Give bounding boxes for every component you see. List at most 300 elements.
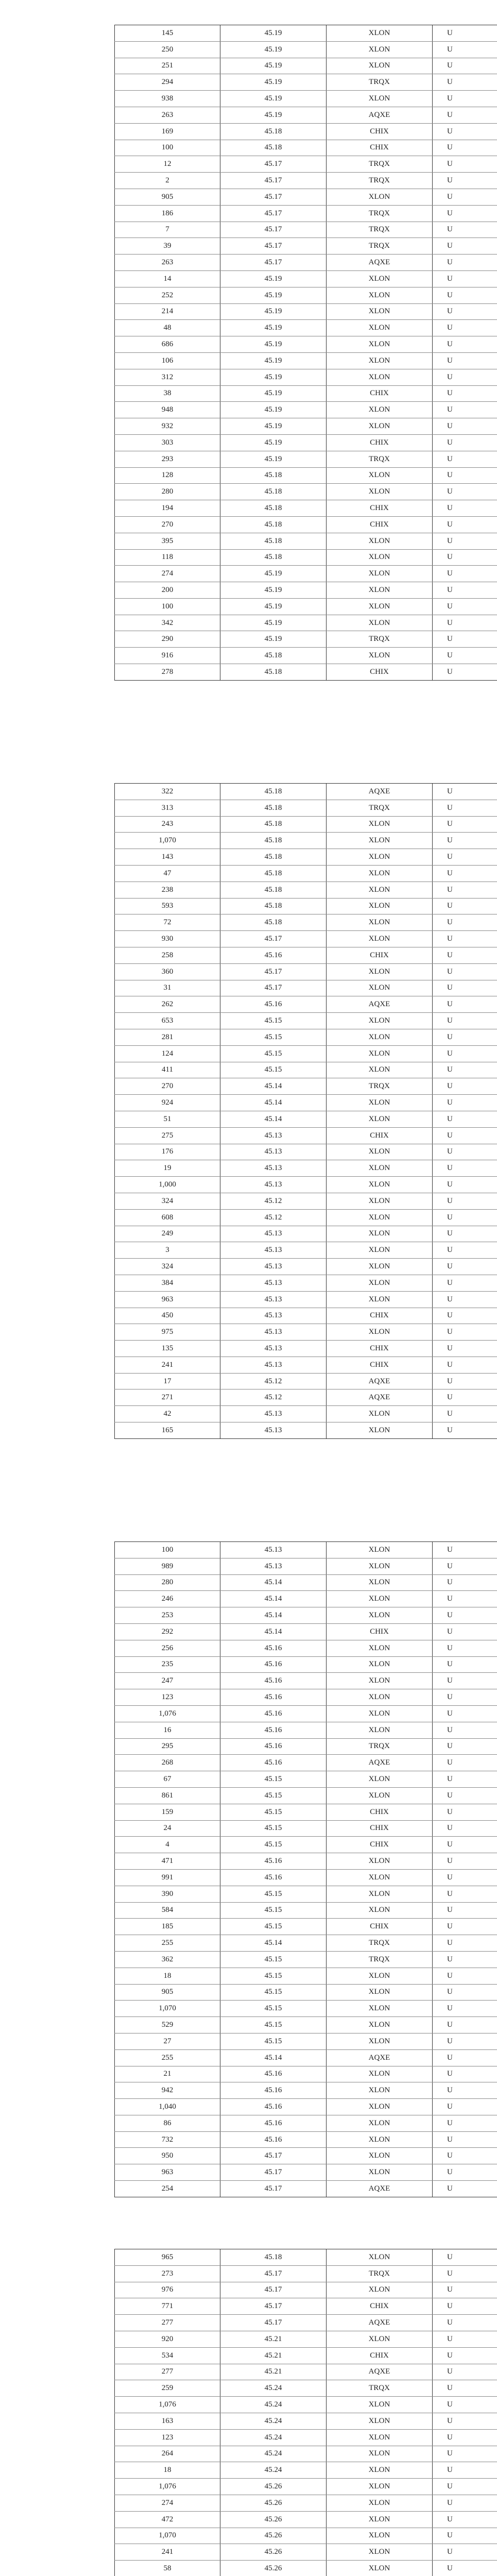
table-row <box>115 849 497 866</box>
table-row <box>115 385 497 402</box>
venue-cell: XLON <box>327 352 433 369</box>
table-row <box>115 1275 497 1291</box>
price-cell: 45.18 <box>220 533 327 549</box>
table-row <box>115 996 497 1013</box>
price-cell: 45.24 <box>220 2397 327 2413</box>
price-cell: 45.19 <box>220 320 327 336</box>
volume-cell: 280 <box>115 1574 220 1591</box>
volume-cell: 362 <box>115 1951 220 1968</box>
currency-cell: U <box>433 336 497 353</box>
table-row <box>115 516 497 533</box>
currency-cell: U <box>433 2561 497 2576</box>
venue-cell: XLON <box>327 582 433 599</box>
volume-cell: 7 <box>115 222 220 238</box>
currency-cell: U <box>433 2397 497 2413</box>
venue-cell: XLON <box>327 1640 433 1656</box>
volume-cell: 950 <box>115 2148 220 2164</box>
volume-cell: 324 <box>115 1259 220 1275</box>
table-row <box>115 2017 497 2033</box>
table-row <box>115 2364 497 2380</box>
table-row <box>115 418 497 435</box>
venue-cell: XLON <box>327 1591 433 1607</box>
volume-cell: 932 <box>115 418 220 435</box>
volume-cell: 200 <box>115 582 220 599</box>
currency-cell: U <box>433 2364 497 2380</box>
price-cell: 45.14 <box>220 1591 327 1607</box>
table-row <box>115 140 497 156</box>
price-cell: 45.16 <box>220 1673 327 1689</box>
currency-cell: U <box>433 484 497 500</box>
volume-cell: 247 <box>115 1673 220 1689</box>
volume-cell: 135 <box>115 1341 220 1357</box>
venue-cell: AQXE <box>327 107 433 123</box>
price-cell: 45.24 <box>220 2429 327 2446</box>
price-cell: 45.17 <box>220 2315 327 2331</box>
table-row <box>115 2495 497 2511</box>
volume-cell: 253 <box>115 1607 220 1624</box>
venue-cell: XLON <box>327 189 433 205</box>
currency-cell: U <box>433 1607 497 1624</box>
currency-cell: U <box>433 1013 497 1029</box>
price-cell: 45.18 <box>220 833 327 849</box>
table-row <box>115 2544 497 2561</box>
price-cell: 45.19 <box>220 303 327 320</box>
table-row <box>115 2148 497 2164</box>
trades-table <box>114 783 497 1439</box>
price-cell: 45.18 <box>220 800 327 816</box>
currency-cell: U <box>433 1591 497 1607</box>
table-row <box>115 1755 497 1771</box>
table-row <box>115 816 497 833</box>
volume-cell: 16 <box>115 1722 220 1738</box>
table-row <box>115 1673 497 1689</box>
currency-cell: U <box>433 74 497 91</box>
price-cell: 45.24 <box>220 2462 327 2479</box>
venue-cell: XLON <box>327 2115 433 2131</box>
venue-cell: XLON <box>327 2511 433 2528</box>
table-row <box>115 2131 497 2148</box>
table-row <box>115 1656 497 1673</box>
currency-cell: U <box>433 1574 497 1591</box>
volume-cell: 176 <box>115 1144 220 1160</box>
volume-cell: 312 <box>115 369 220 385</box>
venue-cell: TRQX <box>327 1738 433 1755</box>
price-cell: 45.13 <box>220 1144 327 1160</box>
venue-cell: CHIX <box>327 140 433 156</box>
price-cell: 45.13 <box>220 1275 327 1291</box>
table-row <box>115 402 497 418</box>
price-cell: 45.12 <box>220 1389 327 1406</box>
table-row <box>115 2331 497 2347</box>
currency-cell: U <box>433 1722 497 1738</box>
venue-cell: XLON <box>327 598 433 615</box>
volume-cell: 529 <box>115 2017 220 2033</box>
table-row <box>115 1837 497 1853</box>
volume-cell: 48 <box>115 320 220 336</box>
table-row <box>115 2479 497 2495</box>
currency-cell: U <box>433 2511 497 2528</box>
volume-cell: 186 <box>115 205 220 222</box>
venue-cell: TRQX <box>327 2265 433 2282</box>
volume-cell: 390 <box>115 1886 220 1902</box>
price-cell: 45.13 <box>220 1357 327 1373</box>
venue-cell: XLON <box>327 1226 433 1242</box>
volume-cell: 271 <box>115 1389 220 1406</box>
venue-cell: CHIX <box>327 385 433 402</box>
currency-cell: U <box>433 1177 497 1193</box>
price-cell: 45.13 <box>220 1226 327 1242</box>
price-cell: 45.15 <box>220 2001 327 2017</box>
volume-cell: 51 <box>115 1111 220 1127</box>
currency-cell: U <box>433 1209 497 1226</box>
venue-cell: XLON <box>327 1013 433 1029</box>
venue-cell: TRQX <box>327 1078 433 1095</box>
venue-cell: XLON <box>327 833 433 849</box>
price-cell: 45.13 <box>220 1558 327 1574</box>
currency-cell: U <box>433 931 497 947</box>
currency-cell: U <box>433 270 497 287</box>
volume-cell: 771 <box>115 2298 220 2315</box>
currency-cell: U <box>433 2115 497 2131</box>
volume-cell: 42 <box>115 1406 220 1422</box>
venue-cell: XLON <box>327 2099 433 2115</box>
price-cell: 45.19 <box>220 270 327 287</box>
table-row <box>115 1640 497 1656</box>
price-cell: 45.15 <box>220 1804 327 1820</box>
currency-cell: U <box>433 849 497 866</box>
currency-cell: U <box>433 189 497 205</box>
currency-cell: U <box>433 2017 497 2033</box>
volume-cell: 31 <box>115 980 220 996</box>
trades-table <box>114 25 497 681</box>
price-cell: 45.13 <box>220 1308 327 1324</box>
currency-cell: U <box>433 238 497 255</box>
venue-cell: TRQX <box>327 222 433 238</box>
venue-cell: XLON <box>327 2544 433 2561</box>
table-row <box>115 1951 497 1968</box>
volume-cell: 169 <box>115 123 220 140</box>
venue-cell: XLON <box>327 1406 433 1422</box>
volume-cell: 58 <box>115 2561 220 2576</box>
table-row <box>115 91 497 107</box>
volume-cell: 1,070 <box>115 2528 220 2544</box>
currency-cell: U <box>433 418 497 435</box>
table-row <box>115 980 497 996</box>
table-row <box>115 648 497 664</box>
price-cell: 45.15 <box>220 1045 327 1062</box>
currency-cell: U <box>433 1886 497 1902</box>
table-row <box>115 123 497 140</box>
table-row <box>115 833 497 849</box>
currency-cell: U <box>433 2347 497 2364</box>
volume-cell: 593 <box>115 898 220 914</box>
venue-cell: CHIX <box>327 1804 433 1820</box>
venue-cell: XLON <box>327 1968 433 1984</box>
table-row <box>115 1341 497 1357</box>
table-row <box>115 1607 497 1624</box>
table-row <box>115 1804 497 1820</box>
volume-cell: 1,000 <box>115 1177 220 1193</box>
table-row <box>115 2347 497 2364</box>
currency-cell: U <box>433 582 497 599</box>
currency-cell: U <box>433 648 497 664</box>
price-cell: 45.17 <box>220 205 327 222</box>
currency-cell: U <box>433 41 497 58</box>
currency-cell: U <box>433 320 497 336</box>
currency-cell: U <box>433 107 497 123</box>
venue-cell: XLON <box>327 1771 433 1788</box>
table-row <box>115 1919 497 1935</box>
volume-cell: 916 <box>115 648 220 664</box>
currency-cell: U <box>433 833 497 849</box>
price-cell: 45.21 <box>220 2347 327 2364</box>
price-cell: 45.19 <box>220 91 327 107</box>
table-row <box>115 1324 497 1341</box>
venue-cell: CHIX <box>327 1623 433 1640</box>
currency-cell: U <box>433 1984 497 2001</box>
venue-cell: AQXE <box>327 2315 433 2331</box>
price-cell: 45.17 <box>220 156 327 173</box>
currency-cell: U <box>433 1542 497 1558</box>
volume-cell: 976 <box>115 2282 220 2298</box>
table-row <box>115 1193 497 1209</box>
currency-cell: U <box>433 140 497 156</box>
table-row <box>115 2413 497 2429</box>
table-row <box>115 549 497 566</box>
venue-cell: XLON <box>327 2479 433 2495</box>
currency-cell: U <box>433 156 497 173</box>
price-cell: 45.13 <box>220 1242 327 1259</box>
venue-cell: XLON <box>327 320 433 336</box>
currency-cell: U <box>433 2265 497 2282</box>
table-row <box>115 784 497 800</box>
venue-cell: XLON <box>327 2462 433 2479</box>
table-row <box>115 615 497 631</box>
venue-cell: CHIX <box>327 1357 433 1373</box>
table-row <box>115 1242 497 1259</box>
volume-cell: 214 <box>115 303 220 320</box>
venue-cell: AQXE <box>327 2364 433 2380</box>
venue-cell: XLON <box>327 1095 433 1111</box>
table-row <box>115 434 497 451</box>
table-row <box>115 1902 497 1919</box>
venue-cell: XLON <box>327 1422 433 1439</box>
volume-cell: 293 <box>115 451 220 467</box>
table-row <box>115 467 497 484</box>
venue-cell: XLON <box>327 58 433 74</box>
venue-cell: XLON <box>327 648 433 664</box>
venue-cell: XLON <box>327 1902 433 1919</box>
venue-cell: CHIX <box>327 1127 433 1144</box>
currency-cell: U <box>433 303 497 320</box>
price-cell: 45.18 <box>220 123 327 140</box>
venue-cell: XLON <box>327 549 433 566</box>
venue-cell: XLON <box>327 2164 433 2181</box>
volume-cell: 653 <box>115 1013 220 1029</box>
price-cell: 45.26 <box>220 2495 327 2511</box>
venue-cell: XLON <box>327 1177 433 1193</box>
venue-cell: TRQX <box>327 173 433 189</box>
price-cell: 45.18 <box>220 898 327 914</box>
table-row <box>115 1357 497 1373</box>
table-row <box>115 2511 497 2528</box>
table-row <box>115 931 497 947</box>
venue-cell: AQXE <box>327 255 433 271</box>
currency-cell: U <box>433 2462 497 2479</box>
venue-cell: CHIX <box>327 516 433 533</box>
venue-cell: XLON <box>327 1853 433 1870</box>
venue-cell: XLON <box>327 1574 433 1591</box>
table-row <box>115 2298 497 2315</box>
table-row <box>115 2249 497 2266</box>
volume-cell: 39 <box>115 238 220 255</box>
table-row <box>115 222 497 238</box>
venue-cell: XLON <box>327 1193 433 1209</box>
table-row <box>115 1389 497 1406</box>
venue-cell: XLON <box>327 2331 433 2347</box>
venue-cell: XLON <box>327 615 433 631</box>
venue-cell: XLON <box>327 1705 433 1722</box>
volume-cell: 249 <box>115 1226 220 1242</box>
currency-cell: U <box>433 2479 497 2495</box>
currency-cell: U <box>433 1062 497 1078</box>
price-cell: 45.15 <box>220 1062 327 1078</box>
table-row <box>115 1308 497 1324</box>
price-cell: 45.19 <box>220 402 327 418</box>
volume-cell: 264 <box>115 2446 220 2462</box>
currency-cell: U <box>433 2033 497 2049</box>
price-cell: 45.26 <box>220 2511 327 2528</box>
volume-cell: 2 <box>115 173 220 189</box>
volume-cell: 86 <box>115 2115 220 2131</box>
price-cell: 45.19 <box>220 598 327 615</box>
currency-cell: U <box>433 1656 497 1673</box>
volume-cell: 1,070 <box>115 2001 220 2017</box>
currency-cell: U <box>433 1127 497 1144</box>
price-cell: 45.19 <box>220 74 327 91</box>
price-cell: 45.17 <box>220 2265 327 2282</box>
currency-cell: U <box>433 816 497 833</box>
venue-cell: XLON <box>327 2397 433 2413</box>
venue-cell: AQXE <box>327 1389 433 1406</box>
price-cell: 45.12 <box>220 1373 327 1389</box>
price-cell: 45.13 <box>220 1291 327 1308</box>
trades-table <box>114 2249 497 2576</box>
price-cell: 45.19 <box>220 451 327 467</box>
currency-cell: U <box>433 1951 497 1968</box>
venue-cell: CHIX <box>327 500 433 517</box>
currency-cell: U <box>433 1259 497 1275</box>
price-cell: 45.17 <box>220 980 327 996</box>
currency-cell: U <box>433 91 497 107</box>
venue-cell: XLON <box>327 931 433 947</box>
venue-cell: XLON <box>327 25 433 42</box>
venue-cell: XLON <box>327 865 433 882</box>
table-row <box>115 865 497 882</box>
volume-cell: 277 <box>115 2315 220 2331</box>
volume-cell: 450 <box>115 1308 220 1324</box>
currency-cell: U <box>433 1902 497 1919</box>
price-cell: 45.14 <box>220 2049 327 2066</box>
venue-cell: XLON <box>327 1886 433 1902</box>
currency-cell: U <box>433 1406 497 1422</box>
price-cell: 45.18 <box>220 882 327 898</box>
volume-cell: 241 <box>115 2544 220 2561</box>
venue-cell: XLON <box>327 1209 433 1226</box>
currency-cell: U <box>433 882 497 898</box>
price-cell: 45.15 <box>220 1968 327 1984</box>
price-cell: 45.15 <box>220 1771 327 1788</box>
currency-cell: U <box>433 402 497 418</box>
price-cell: 45.18 <box>220 500 327 517</box>
price-cell: 45.17 <box>220 2298 327 2315</box>
volume-cell: 471 <box>115 1853 220 1870</box>
table-row <box>115 2561 497 2576</box>
price-cell: 45.18 <box>220 467 327 484</box>
volume-cell: 241 <box>115 1357 220 1373</box>
currency-cell: U <box>433 1705 497 1722</box>
venue-cell: XLON <box>327 1558 433 1574</box>
volume-cell: 251 <box>115 58 220 74</box>
volume-cell: 254 <box>115 2181 220 2197</box>
volume-cell: 17 <box>115 1373 220 1389</box>
venue-cell: XLON <box>327 849 433 866</box>
currency-cell: U <box>433 1144 497 1160</box>
table-row <box>115 533 497 549</box>
price-cell: 45.18 <box>220 140 327 156</box>
table-row <box>115 2528 497 2544</box>
venue-cell: AQXE <box>327 2049 433 2066</box>
venue-cell: XLON <box>327 2429 433 2446</box>
volume-cell: 256 <box>115 1640 220 1656</box>
volume-cell: 294 <box>115 74 220 91</box>
currency-cell: U <box>433 2049 497 2066</box>
venue-cell: CHIX <box>327 1837 433 1853</box>
price-cell: 45.18 <box>220 549 327 566</box>
venue-cell: XLON <box>327 1029 433 1045</box>
price-cell: 45.16 <box>220 1656 327 1673</box>
price-cell: 45.14 <box>220 1607 327 1624</box>
currency-cell: U <box>433 2082 497 2099</box>
venue-cell: XLON <box>327 1242 433 1259</box>
table-row <box>115 1591 497 1607</box>
table-row <box>115 451 497 467</box>
venue-cell: CHIX <box>327 434 433 451</box>
venue-cell: TRQX <box>327 74 433 91</box>
price-cell: 45.19 <box>220 58 327 74</box>
currency-cell: U <box>433 566 497 582</box>
currency-cell: U <box>433 516 497 533</box>
venue-cell: XLON <box>327 2561 433 2576</box>
price-cell: 45.16 <box>220 1853 327 1870</box>
venue-cell: TRQX <box>327 451 433 467</box>
currency-cell: U <box>433 1160 497 1177</box>
venue-cell: XLON <box>327 2033 433 2049</box>
price-cell: 45.13 <box>220 1542 327 1558</box>
table-row <box>115 25 497 42</box>
currency-cell: U <box>433 2315 497 2331</box>
volume-cell: 72 <box>115 914 220 931</box>
price-cell: 45.16 <box>220 1640 327 1656</box>
volume-cell: 395 <box>115 533 220 549</box>
volume-cell: 303 <box>115 434 220 451</box>
table-row <box>115 963 497 980</box>
table-row <box>115 1574 497 1591</box>
price-cell: 45.15 <box>220 1013 327 1029</box>
currency-cell: U <box>433 500 497 517</box>
venue-cell: AQXE <box>327 1755 433 1771</box>
volume-cell: 1,076 <box>115 2397 220 2413</box>
